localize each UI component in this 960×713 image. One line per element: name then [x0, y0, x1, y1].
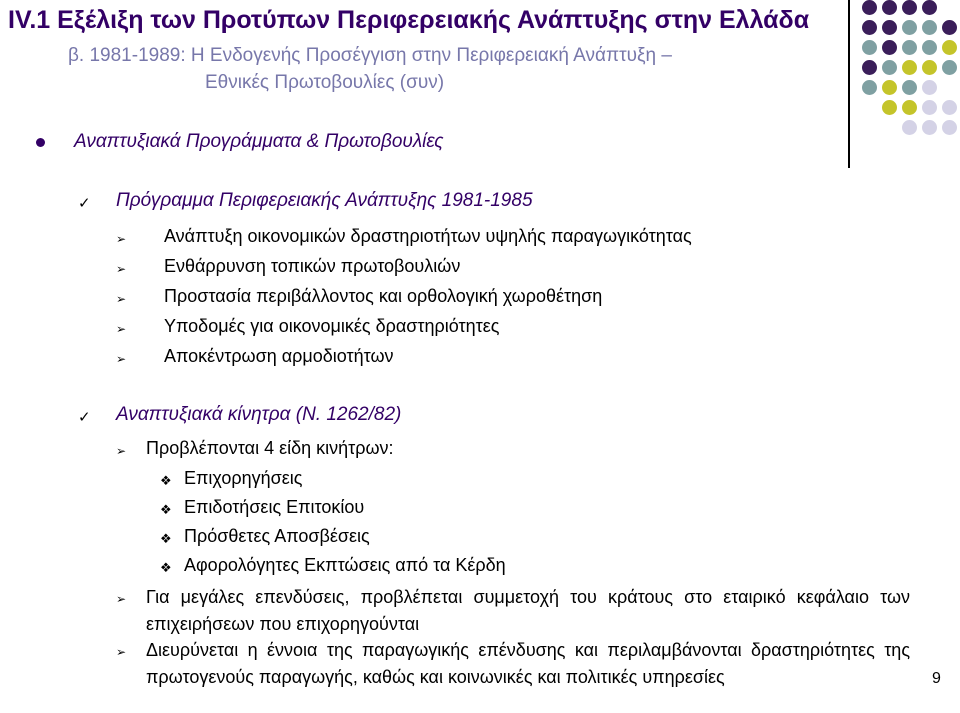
section1-item: Ανάπτυξη οικονομικών δραστηριοτήτων υψηλής παραγωγικότητας: [164, 226, 692, 246]
incentive-item: Επιδοτήσεις Επιτοκίου: [184, 497, 365, 517]
main-bullet: Αναπτυξιακά Προγράμματα & Πρωτοβουλίες: [74, 131, 444, 152]
decorative-dot: [942, 120, 957, 135]
decorative-dot: [902, 0, 917, 15]
decorative-dot: [902, 20, 917, 35]
arrow-bullet-icon: ➢: [116, 592, 127, 606]
decorative-dot: [922, 80, 937, 95]
decorative-dot: [902, 60, 917, 75]
decorative-dot: [882, 80, 897, 95]
decorative-dot: [922, 60, 937, 75]
checkmark-icon: ✓: [78, 409, 91, 426]
section1-item: Ενθάρρυνση τοπικών πρωτοβουλιών: [164, 256, 461, 276]
incentive-item: Αφορολόγητες Εκπτώσεις από τα Κέρδη: [184, 555, 506, 575]
decorative-dot: [882, 60, 897, 75]
decorative-dot: [882, 20, 897, 35]
decorative-dot-grid: [858, 0, 960, 150]
decorative-dot: [862, 0, 877, 15]
slide-title: IV.1 Εξέλιξη των Προτύπων Περιφερειακής Ανάπτυξης στην Ελλάδα: [8, 6, 810, 34]
incentive-item: Επιχορηγήσεις: [184, 468, 303, 488]
decorative-dot: [882, 0, 897, 15]
section2-heading: Αναπτυξιακά κίνητρα (Ν. 1262/82): [116, 404, 402, 425]
decorative-dot: [942, 100, 957, 115]
decorative-dot: [922, 100, 937, 115]
decorative-dot: [882, 100, 897, 115]
section2-intro: Προβλέπονται 4 είδη κινήτρων:: [146, 438, 394, 458]
decorative-dot: [882, 40, 897, 55]
arrow-bullet-icon: ➢: [116, 645, 127, 659]
decorative-dot: [942, 20, 957, 35]
incentive-item: Πρόσθετες Αποσβέσεις: [184, 526, 370, 546]
diamond-bullet-icon: ❖: [160, 560, 172, 575]
diamond-bullet-icon: ❖: [160, 473, 172, 488]
decorative-dot: [902, 80, 917, 95]
arrow-bullet-icon: ➢: [116, 292, 127, 306]
divider-line: [848, 0, 850, 168]
arrow-bullet-icon: ➢: [116, 262, 127, 276]
decorative-dot: [942, 40, 957, 55]
subtitle-line2: Εθνικές Πρωτοβουλίες (συν): [205, 72, 445, 93]
decorative-dot: [942, 60, 957, 75]
decorative-dot: [922, 40, 937, 55]
decorative-dot: [902, 40, 917, 55]
checkmark-icon: ✓: [78, 195, 91, 212]
decorative-dot: [862, 80, 877, 95]
arrow-bullet-icon: ➢: [116, 322, 127, 336]
decorative-dot: [922, 120, 937, 135]
page-number: 9: [932, 670, 941, 687]
section1-heading: Πρόγραμμα Περιφερειακής Ανάπτυξης 1981-1985: [116, 190, 533, 211]
section1-item: Προστασία περιβάλλοντος και ορθολογική χωροθέτηση: [164, 286, 603, 306]
decorative-dot: [922, 0, 937, 15]
diamond-bullet-icon: ❖: [160, 502, 172, 517]
section2-paragraph: Για μεγάλες επενδύσεις, προβλέπεται συμμετοχή του κράτους στο εταιρικό κεφάλαιο των επιχειρήσεων που επιχορηγούνται: [146, 587, 910, 634]
decorative-dot: [902, 120, 917, 135]
arrow-bullet-icon: ➢: [116, 352, 127, 366]
decorative-dot: [862, 60, 877, 75]
bullet-dot-icon: [36, 138, 45, 147]
arrow-bullet-icon: ➢: [116, 444, 127, 458]
section2-paragraph: Διευρύνεται η έννοια της παραγωγικής επένδυσης και περιλαμβάνονται δραστηριότητες της πρωτογενούς παραγωγής, καθώς και κοινωνικές και πολιτικές υπηρεσίες: [146, 640, 910, 687]
diamond-bullet-icon: ❖: [160, 531, 172, 546]
section1-item: Υποδομές για οικονομικές δραστηριότητες: [164, 316, 500, 336]
decorative-dot: [922, 20, 937, 35]
decorative-dot: [902, 100, 917, 115]
arrow-bullet-icon: ➢: [116, 232, 127, 246]
subtitle-line1: β. 1981-1989: Η Ενδογενής Προσέγγιση στην Περιφερειακή Ανάπτυξη –: [68, 45, 672, 66]
decorative-dot: [862, 40, 877, 55]
section1-item: Αποκέντρωση αρμοδιοτήτων: [164, 346, 394, 366]
decorative-dot: [862, 20, 877, 35]
